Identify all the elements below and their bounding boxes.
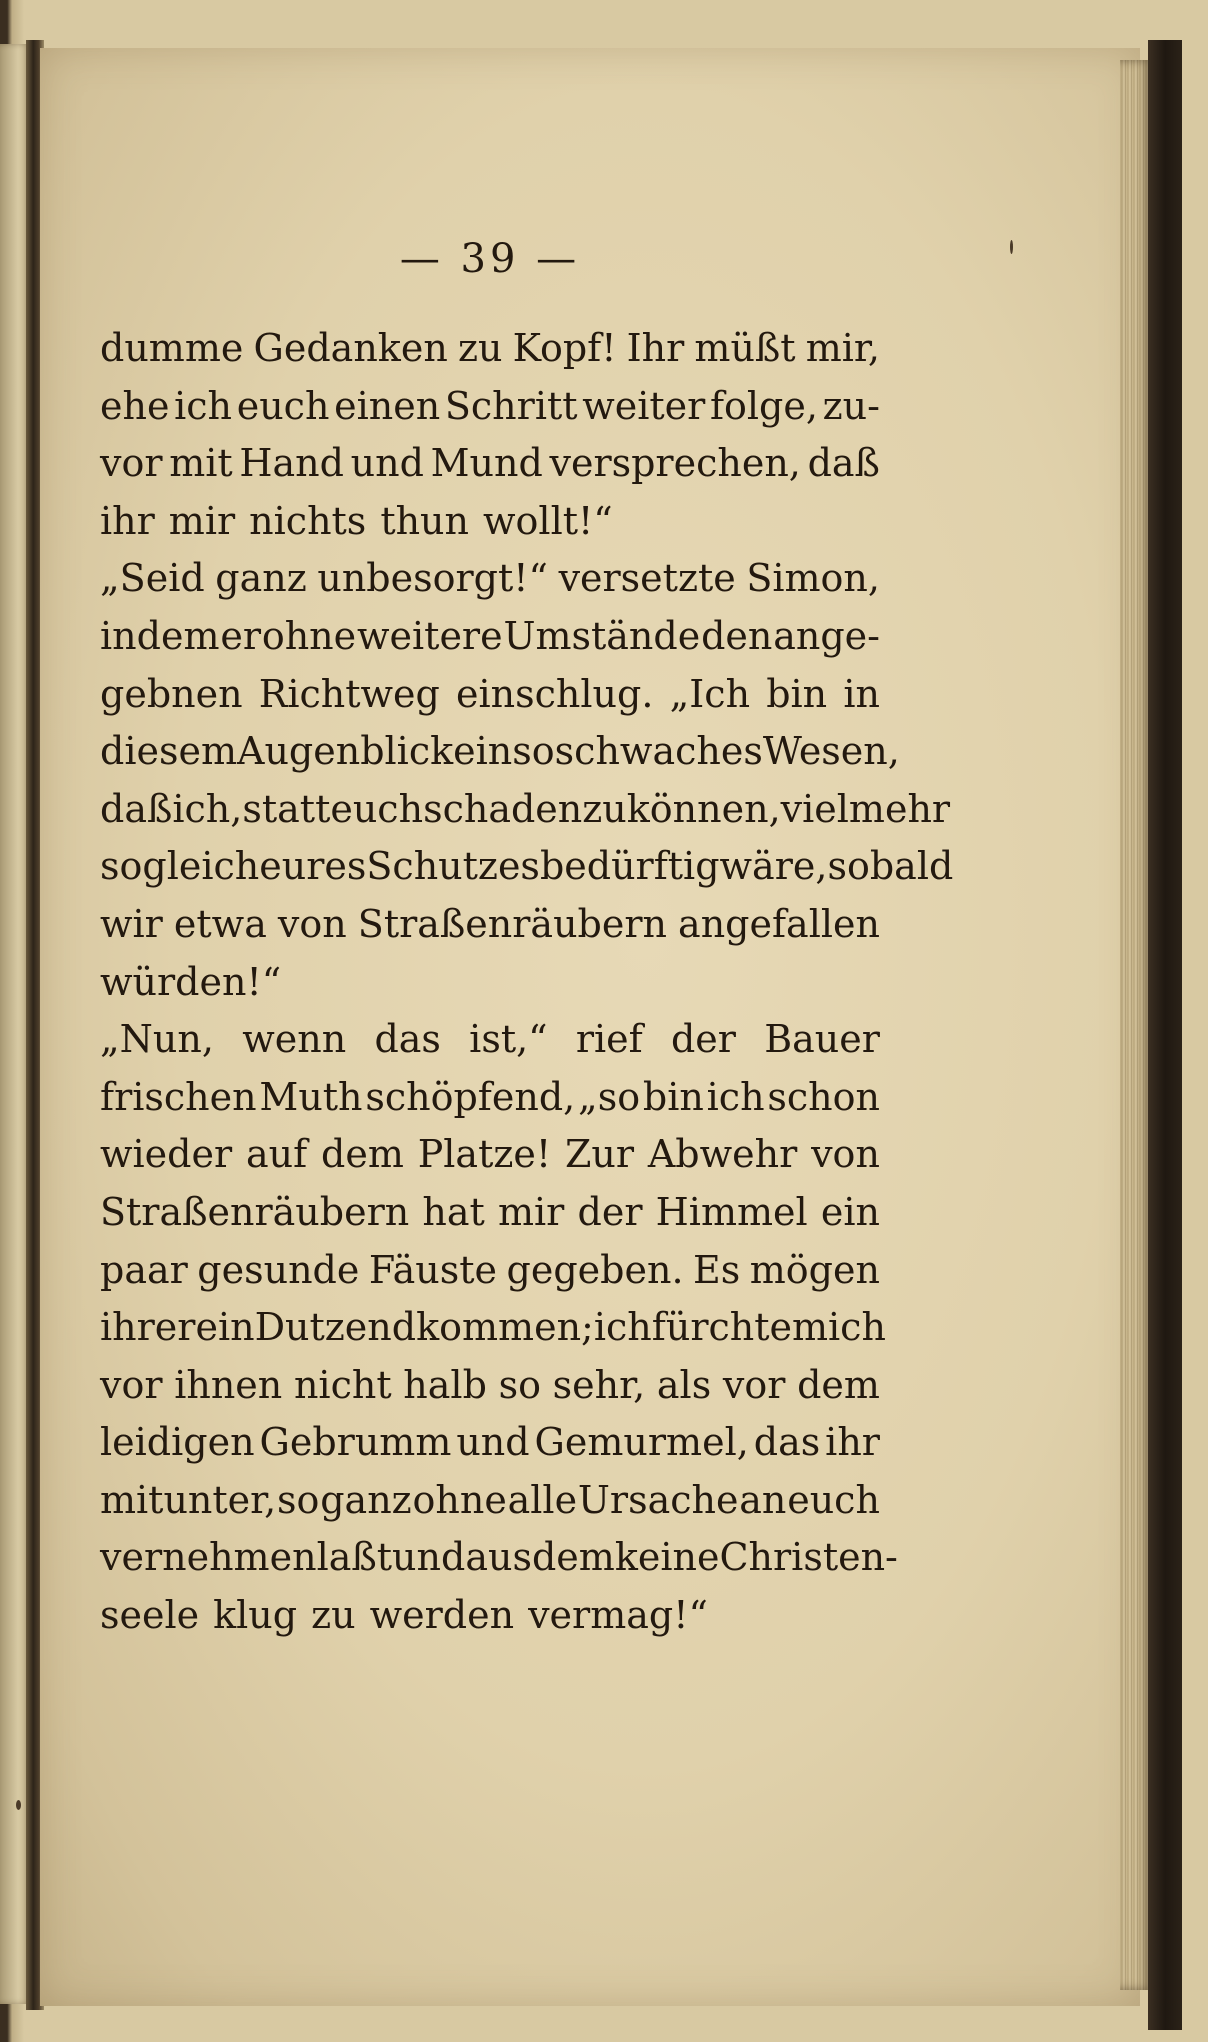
- word: einschlug.: [456, 671, 654, 716]
- text-line: [100, 1587, 880, 1645]
- word: zu: [582, 786, 627, 831]
- text-line: [100, 723, 900, 781]
- word: an: [739, 1477, 787, 1522]
- text-line: [100, 378, 880, 436]
- word: eures: [259, 844, 367, 889]
- word: wir: [100, 901, 163, 946]
- ink-spot: [16, 1800, 21, 1810]
- word: Straßenräubern: [357, 901, 667, 946]
- word: paar: [100, 1247, 188, 1292]
- word: sogleich: [100, 844, 260, 889]
- word: nichts: [249, 498, 367, 543]
- word: Gemurmel,: [534, 1420, 749, 1465]
- word: vor: [100, 441, 163, 486]
- word: schöpfend,: [365, 1074, 576, 1119]
- word: hat: [422, 1189, 485, 1234]
- word: dumme: [100, 326, 244, 370]
- word: bedürftig: [539, 844, 720, 889]
- word: Himmel: [655, 1189, 808, 1234]
- word: mitunter,: [100, 1477, 277, 1522]
- word: einen: [334, 383, 441, 428]
- word: Muth: [259, 1074, 363, 1119]
- word: klug: [213, 1593, 298, 1638]
- word: zu: [311, 1593, 356, 1638]
- body-text: [100, 236, 954, 1645]
- word: Gebrumm: [259, 1420, 452, 1465]
- word: vielmehr: [780, 786, 951, 831]
- word: leidigen: [100, 1420, 255, 1465]
- word: alle: [507, 1477, 578, 1522]
- word: daß: [807, 441, 880, 486]
- word: schaden: [423, 786, 583, 831]
- word: ich: [593, 1305, 652, 1350]
- word: halb: [403, 1362, 487, 1407]
- word: aus: [465, 1535, 532, 1580]
- book-cover-edge: [1148, 40, 1182, 2030]
- word: schon: [767, 1074, 880, 1119]
- word: mir,: [805, 326, 880, 370]
- text-line: [100, 1242, 880, 1300]
- word: Fäuste: [368, 1247, 498, 1292]
- word: Schritt: [444, 383, 578, 428]
- word: fürchte: [651, 1305, 792, 1350]
- word: indem: [100, 613, 220, 658]
- word: ich: [174, 383, 233, 428]
- word: rief: [575, 1017, 643, 1062]
- word: angefallen: [678, 901, 880, 946]
- word: keine: [614, 1535, 720, 1580]
- word: vor: [100, 1362, 163, 1407]
- word: mir: [168, 498, 236, 543]
- word: diesem: [100, 729, 237, 774]
- word: ehe: [100, 383, 170, 428]
- text-line: [100, 1472, 880, 1530]
- word: gesunde: [197, 1247, 360, 1292]
- word: Wesen,: [762, 729, 900, 774]
- word: der: [577, 1189, 643, 1234]
- text-line: [100, 954, 880, 1012]
- word: Mund: [430, 441, 543, 486]
- word: ein: [820, 1189, 880, 1234]
- word: können,: [626, 786, 781, 831]
- word: Richtweg: [258, 671, 440, 716]
- word: ihr: [100, 498, 155, 543]
- word: versprechen,: [549, 441, 801, 486]
- word: weiter: [582, 383, 706, 428]
- word: würden!“: [100, 959, 282, 1004]
- word: so: [512, 729, 555, 774]
- text-line: [100, 493, 880, 551]
- word: dem: [531, 1535, 615, 1580]
- word: werden: [369, 1593, 515, 1638]
- text-line: [100, 1529, 898, 1587]
- text-line: [100, 1299, 886, 1357]
- word: ein: [453, 729, 513, 774]
- word: von: [277, 901, 347, 946]
- word: Bauer: [764, 1017, 880, 1062]
- word: Dutzend: [254, 1305, 417, 1350]
- word: wollt!“: [483, 498, 613, 543]
- word: auf: [245, 1132, 308, 1177]
- word: dem: [797, 1362, 880, 1407]
- word: kommen;: [416, 1305, 594, 1350]
- word: Kopf!: [512, 326, 617, 370]
- word: ganz: [215, 556, 307, 601]
- text-line: [100, 1414, 880, 1472]
- text-line: [100, 1184, 880, 1242]
- word: ohne: [412, 1477, 507, 1522]
- word: Es: [693, 1247, 741, 1292]
- word: euch: [330, 786, 424, 831]
- word: euch: [787, 1477, 880, 1522]
- word: mich: [792, 1305, 886, 1350]
- word: und: [392, 1535, 466, 1580]
- word: Augenblick: [237, 729, 454, 774]
- word: so: [277, 1477, 320, 1522]
- word: Zur: [564, 1132, 635, 1177]
- word: vor: [722, 1362, 786, 1407]
- word: „so: [578, 1074, 641, 1119]
- word: ihrer: [100, 1305, 196, 1350]
- text-line: [100, 838, 954, 896]
- word: „Seid: [100, 556, 205, 601]
- text-line: [100, 1069, 880, 1127]
- word: thun: [380, 498, 470, 543]
- word: sobald: [827, 844, 954, 889]
- word: und: [350, 441, 424, 486]
- word: nicht: [293, 1362, 392, 1407]
- word: ihnen: [174, 1362, 283, 1407]
- word: ihr: [825, 1420, 880, 1465]
- word: bin: [642, 1074, 704, 1119]
- word: gegeben.: [506, 1247, 684, 1292]
- word: müßt: [694, 326, 796, 370]
- text-line: [100, 666, 880, 724]
- word: Umstände: [503, 613, 701, 658]
- word: dem: [321, 1132, 404, 1177]
- word: ich: [706, 1074, 765, 1119]
- word: folge,: [709, 383, 818, 428]
- text-line: [100, 550, 880, 608]
- word: wäre,: [719, 844, 828, 889]
- text-line: [100, 1011, 880, 1069]
- word: mir: [497, 1189, 565, 1234]
- word: frischen: [100, 1074, 257, 1119]
- word: Platze!: [417, 1132, 552, 1177]
- word: das: [753, 1420, 821, 1465]
- word: Straßenräubern: [100, 1189, 410, 1234]
- text-line: [100, 1357, 880, 1415]
- word: Hand: [239, 441, 344, 486]
- word: er: [220, 613, 261, 658]
- word: von: [811, 1132, 880, 1177]
- word: mögen: [749, 1247, 880, 1292]
- page-number-header: — 39 —: [399, 236, 581, 282]
- word: den: [701, 613, 773, 658]
- word: als: [656, 1362, 712, 1407]
- word: laßt: [316, 1535, 393, 1580]
- word: Gedanken: [253, 326, 448, 370]
- word: schwaches: [554, 729, 763, 774]
- word: Simon,: [746, 556, 880, 601]
- text-line: [100, 896, 880, 954]
- word: ganz: [320, 1477, 412, 1522]
- word: gebnen: [100, 671, 243, 716]
- ink-spot: [1010, 240, 1013, 254]
- word: weitere: [357, 613, 503, 658]
- word: vermag!“: [528, 1593, 708, 1638]
- word: seele: [100, 1593, 200, 1638]
- word: euch: [236, 383, 330, 428]
- word: ange-: [773, 613, 880, 658]
- word: Abwehr: [647, 1132, 798, 1177]
- word: statt: [242, 786, 331, 831]
- word: bin: [766, 671, 828, 716]
- word: Schutzes: [366, 844, 540, 889]
- word: Christen-: [719, 1535, 898, 1580]
- word: daß: [100, 786, 173, 831]
- word: mit: [169, 441, 233, 486]
- word: wieder: [100, 1132, 233, 1177]
- word: „Nun,: [100, 1017, 214, 1062]
- text-line: [100, 608, 880, 666]
- word: zu: [457, 326, 503, 370]
- word: so: [498, 1362, 541, 1407]
- word: der: [670, 1017, 736, 1062]
- word: in: [843, 671, 880, 716]
- text-line: [100, 435, 880, 493]
- word: ist,“: [469, 1017, 548, 1062]
- word: versetzte: [558, 556, 736, 601]
- word: ein: [195, 1305, 255, 1350]
- text-line: [100, 1126, 880, 1184]
- text-line: [100, 320, 880, 378]
- word: „Ich: [669, 671, 751, 716]
- word: Ursache: [577, 1477, 739, 1522]
- word: und: [456, 1420, 530, 1465]
- word: ich,: [172, 786, 243, 831]
- word: vernehmen: [100, 1535, 317, 1580]
- word: unbesorgt!“: [317, 556, 548, 601]
- word: Ihr: [626, 326, 685, 370]
- word: etwa: [173, 901, 267, 946]
- word: ohne: [261, 613, 357, 658]
- word: wenn: [242, 1017, 347, 1062]
- word: sehr,: [552, 1362, 646, 1407]
- word: das: [374, 1017, 441, 1062]
- text-line: [100, 781, 951, 839]
- word: zu-: [822, 383, 880, 428]
